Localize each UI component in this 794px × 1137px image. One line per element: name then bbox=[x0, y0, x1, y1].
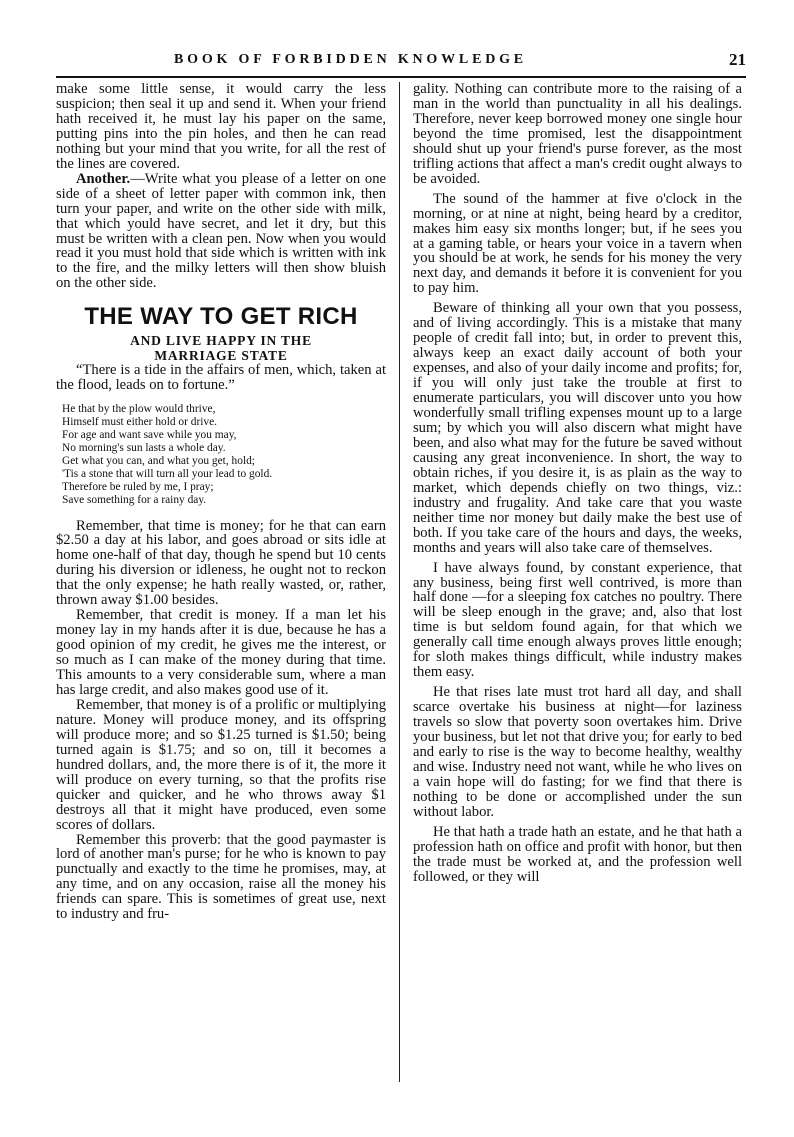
paragraph: make some little sense, it would carry the less suspicion; then seal it up and send it. When your friend hath received it, he must lay his paper on the same, putting pins into the pin holes, and then he can read nothing but your mind that you write, for all the rest of the lines are covered. bbox=[56, 81, 386, 172]
paragraph: Beware of thinking all your own that you possess, and of living accordingly. This is a mistake that many people of credit fall into; but, in order to prevent this, always keep an exact daily account of both your expenses, and also of your daily income and profits; for, if you will only just take the trouble at first to enumerate particulars, you will discover unto you how wonderfully small trifling expenses mount up to a large sum; by which you will also discern what might have been, and also what may for the future be saved without causing any great inconvenience. In short, the way to obtain riches, if you desire it, is as plain as the way to market, which depends chiefly on two things, viz.: industry and frugality. And take care that you waste neither time nor money but daily make the best use of both. If you take care of the hours and days, the weeks, months and years will also take care of themselves. bbox=[413, 300, 742, 556]
paragraph: He that hath a trade hath an estate, and he that hath a profession hath on office and profit with honor, but then the trade must be worked at, and the profession well followed, or they will bbox=[413, 823, 742, 885]
paragraph: Remember, that credit is money. If a man let his money lay in my hands after it is due, because he has a good opinion of my credit, he gives me the interest, or so much as I can make of the money during that time. This amounts to a very considerable sum, where a man has large credit, and also makes good use of it. bbox=[56, 607, 386, 698]
left-column bbox=[56, 82, 386, 922]
right-column bbox=[413, 82, 742, 885]
article-subhead-line-2: MARRIAGE STATE bbox=[154, 348, 288, 364]
run-in-heading: Another. bbox=[76, 170, 131, 187]
running-head bbox=[56, 50, 746, 78]
poem-line: Therefore be ruled by me, I pray; bbox=[62, 480, 214, 493]
poem-line: Get what you can, and what you get, hold; bbox=[62, 454, 255, 467]
poem-line: Save something for a rainy day. bbox=[62, 493, 207, 506]
poem-line: 'Tis a stone that will turn all your lead to gold. bbox=[62, 467, 273, 480]
epigraph: “There is a tide in the affairs of men, which, taken at the flood, leads on to fortune.” bbox=[56, 362, 386, 394]
paragraph-another bbox=[56, 172, 386, 292]
poem-line: No morning's sun lasts a whole day. bbox=[62, 441, 226, 454]
paragraph: Remember, that time is money; for he that can earn $2.50 a day at his labor, and goes abroad or sits idle at home one-half of that day, though he spend but 10 cents during his diversion or idleness, he ought not to reckon that the only expense; he hath really wasted, or, rather, thrown away $1.00 besides. bbox=[56, 517, 386, 609]
page-number: 21 bbox=[729, 50, 746, 69]
article-subhead-line-1: AND LIVE HAPPY IN THE bbox=[130, 333, 312, 349]
paragraph: gality. Nothing can contribute more to the raising of a man in the world than punctuality in all his dealings. Therefore, never keep borrowed money one single hour beyond the time promised, lest the disappointment should shut up your friend's purse forever, as the most trifling actions that affect a man's credit ought always to be avoided. bbox=[413, 81, 742, 187]
paragraph: He that rises late must trot hard all day, and shall scarce overtake his business at night—for laziness travels so slow that poverty soon overtakes him. Drive your business, but let not that drive you; for early to bed and early to rise is the way to become healthy, wealthy and wise. Industry need not want, while he who lives on a vain hope will do fasting; for we find that there is nothing to be done or accomplished under the sun without labor. bbox=[413, 684, 742, 820]
poem-line: He that by the plow would thrive, bbox=[62, 403, 216, 416]
paragraph-text: —Write what you please of a letter on one side of a sheet of letter paper with common ink, then turn your paper, and write on the other side with milk, that which yould have secret, and let it dry, but this must be written with a clean pen. Now when you would read it you must hold that side which is written with ink to the fire, and the milky letters will then show bluish on the other side. bbox=[56, 170, 386, 292]
poem-line: Himself must either hold or drive. bbox=[62, 416, 218, 429]
paragraph: Remember, that money is of a prolific or multiplying nature. Money will produce money, and its offspring will produce more; and so $1.25 turned is $1.50; being turned again is $1.75; and so on, till it becomes a hundred dollars, and, the more there is of it, the more it will produce on every turning, so that the profits rise quicker and quicker, and he who throws away $1 destroys all that it might have produced, even some scores of dollars. bbox=[56, 696, 386, 833]
article-headline: THE WAY TO GET RICH bbox=[84, 303, 358, 331]
running-title: BOOK OF FORBIDDEN KNOWLEDGE bbox=[174, 52, 527, 67]
paragraph: I have always found, by constant experience, that any business, being first well contrived, is more than half done —for a sleeping fox catches no poultry. There will be sleep enough in the grave; and, also that lost time is but seldom found again, for that which we generally call time enough always proves little enough; for sloth makes things difficult, while industry makes them easy. bbox=[413, 559, 742, 681]
paragraph: The sound of the hammer at five o'clock in the morning, or at nine at night, being heard by a creditor, makes him easy six months longer; but, if he sees you at a gaming table, or hears your voice in a tavern when you should be at work, he sends for his money the very next day, and demands it before it is convenient for you to pay him. bbox=[413, 190, 742, 297]
poem bbox=[62, 403, 386, 506]
column-divider bbox=[399, 82, 400, 1082]
poem-line: For age and want save while you may, bbox=[62, 429, 237, 442]
paragraph: Remember this proverb: that the good paymaster is lord of another man's purse; for he who is known to pay punctually and exactly to the time he promises, may, at any time, and on any occasion, raise all the money his friends can spare. This is sometimes of great use, next to industry and fru- bbox=[56, 831, 386, 923]
